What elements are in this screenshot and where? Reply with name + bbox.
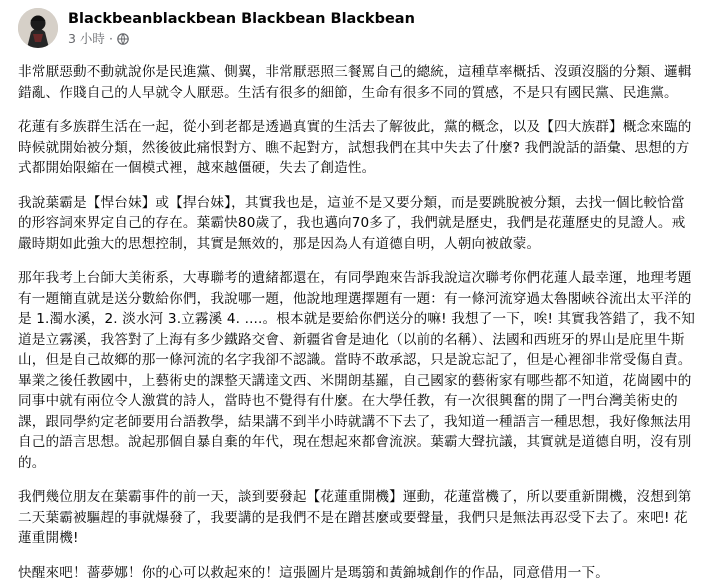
post-body bbox=[18, 62, 695, 583]
post-paragraph: 快醒來吧！薔夢娜！你的心可以救起來的！這張圖片是瑪篛和黃錦城創作的作品，同意借用一下。 bbox=[18, 564, 609, 581]
post-paragraph: 那年我考上台師大美術系，大專聯考的遺緒都還在，有同學跑來告訴我說這次聯考你們花蓮人最幸運，地理考題有一題簡直就是送分數給你們，我說哪一題，他說地理選擇題有一題：有一條河流穿過太魯閣峽谷流出太平洋的是 1.濁水溪，2. 淡水河 3.立霧溪 4. ....。根本就是要給你們送分的嘛! 我想了一下，唉! 其實我答錯了，我不知道是立霧溪，我答對了上海有多少鐵路交會、新疆省會是迪化（以前的名稱）、法國和西班牙的界山是庇里牛斯山，但是自己故鄉的那一條河流的名字我卻不認識。當時不敢承認，只是說忘記了，但是心裡卻非常受傷自責。畢業之後任教國中，上藝術史的課整天講達文西、米開朗基羅，自己國家的藝術家有哪些都不知道，花崗國中的同事中就有兩位令人激賞的詩人，當時也不覺得有什麼。在大學任教，有一次很興奮的開了一門台灣美術史的課，跟同學約定老師要用台語教學，結果講不到半小時就講不下去了，我知道一種語言一種思想，我好像無法用自己的語言思想。說起那個自暴自棄的年代，現在想起來都會流淚。葉霸大聲抗議，其實就是道德自明，沒有別的。 bbox=[18, 270, 695, 471]
post-header bbox=[18, 0, 695, 56]
profile-avatar[interactable] bbox=[18, 8, 58, 48]
post-subline bbox=[68, 30, 415, 47]
post-timestamp[interactable]: 3 小時 bbox=[68, 30, 105, 46]
post-paragraph: 非常厭惡動不動就說你是民進黨、側翼，非常厭惡照三餐罵自己的總統，這種草率概括、沒頭沒腦的分類、邏輯錯亂、作賤自己的人早就令人厭惡。生活有很多的細節，生命有很多不同的質感，不是只有國民黨、民進黨。 bbox=[18, 64, 692, 101]
author-name[interactable]: Blackbeanblackbean Blackbean Blackbean bbox=[68, 10, 415, 27]
avatar-image bbox=[18, 8, 58, 48]
post-paragraph: 我們幾位朋友在葉霸事件的前一天，談到要發起【花蓮重開機】運動，花蓮當機了，所以要重新開機，沒想到第二天葉霸被驅趕的事就爆發了，我要講的是我們不是在蹭甚麼或要聲量，我們只是無法再忍受下去了。來吧! 花蓮重開機! bbox=[18, 489, 692, 546]
post-paragraph: 花蓮有多族群生活在一起，從小到老都是透過真實的生活去了解彼此，黨的概念，以及【四大族群】概念來臨的時候就開始被分類，然後彼此痛恨對方、瞧不起對方，試想我們在其中失去了什麼? 我們說話的語彙、思想的方式都開始限縮在一個模式裡，越來越僵硬，失去了創造性。 bbox=[18, 119, 692, 176]
globe-icon[interactable] bbox=[117, 32, 129, 44]
post-meta bbox=[68, 10, 415, 47]
post-paragraph: 我說葉霸是【悍台妹】或【捍台妹】，其實我也是，這並不是又要分類，而是要跳脫被分類，去找一個比較恰當的形容詞來界定自己的存在。葉霸快80歲了，我也邁向70多了，我們就是歷史，我們是花蓮歷史的見證人。戒嚴時期如此強大的思想控制，其實是無效的，那是因為人有道德自明，人朝向被啟蒙。 bbox=[18, 194, 686, 252]
meta-separator: · bbox=[108, 30, 113, 46]
